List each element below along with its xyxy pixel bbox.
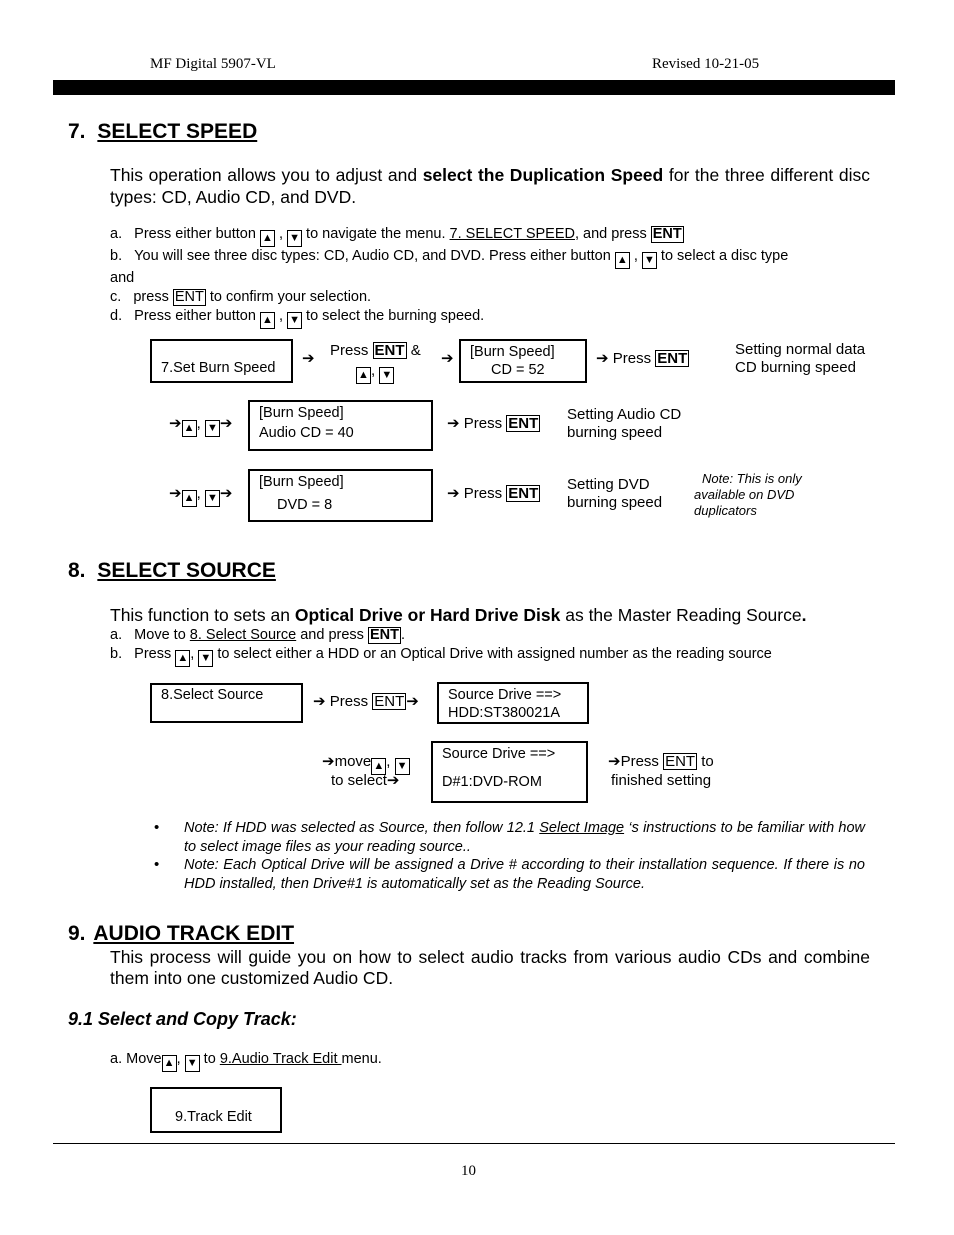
header-revision: Revised 10-21-05 xyxy=(652,56,760,72)
ent-key-icon: ENT xyxy=(508,485,539,502)
to-select-label: to select➔ xyxy=(331,772,400,789)
arrow-icon: ➔ xyxy=(447,485,460,502)
ent-key-icon: ENT xyxy=(374,693,405,710)
nav-keys-dvd: ➔ ▲ , ▼ ➔ xyxy=(169,485,233,507)
section-8-steps xyxy=(110,626,880,667)
press-ent-label: Press ENT & xyxy=(330,342,421,359)
down-key-icon: ▼ xyxy=(379,367,394,384)
nav-keys-audio: ➔ ▲ , ▼ ➔ xyxy=(169,415,233,437)
section-8-heading xyxy=(68,559,276,583)
up-key-icon: ▲ xyxy=(615,252,630,269)
step-b: b. Press ▲ , ▼ to select either a HDD or an Optical Drive with assigned number as the reading source xyxy=(110,645,880,667)
press-ent-source: ➔ Press ENT ➔ xyxy=(313,693,419,710)
up-key-icon: ▲ xyxy=(356,367,371,384)
down-key-icon: ▼ xyxy=(395,758,410,775)
up-key-icon: ▲ xyxy=(182,420,197,437)
note-dvd-only: Note: This is only available on DVD duplicators xyxy=(694,471,802,518)
note-drive: Note: Each Optical Drive will be assigned a Drive # according to their installation sequence. If there is no HDD installed, then Drive#1 is automatically set as the Reading Source. xyxy=(184,857,865,892)
press-ent-dvd: ➔ Press ENT xyxy=(447,485,539,502)
arrow-icon: ➔ xyxy=(447,415,460,432)
note-cd: Setting normal data CD burning speed xyxy=(735,341,866,376)
lcd-dvd-speed: [Burn Speed] DVD = 8 xyxy=(248,469,433,522)
arrow-icon: ➔ xyxy=(169,415,182,432)
ent-key-icon: ENT xyxy=(657,350,688,367)
header-doc-title: MF Digital 5907-VL xyxy=(150,56,276,72)
down-key-icon: ▼ xyxy=(198,650,213,667)
note-hdd: Note: If HDD was selected as Source, then follow 12.1 Select Image ‘s instructions to be familiar with how to select image files as your reading source.. xyxy=(184,820,865,855)
lcd-select-source: 8.Select Source xyxy=(150,683,303,723)
arrow-icon: ➔ xyxy=(313,693,326,710)
section-title: SELECT SOURCE xyxy=(97,559,276,582)
down-key-icon: ▼ xyxy=(642,252,657,269)
lcd-source-hdd: Source Drive ==> HDD:ST380021A xyxy=(437,682,589,724)
up-key-icon: ▲ xyxy=(371,758,386,775)
press-ent-finish: ➔Press ENT to xyxy=(608,753,714,770)
step-a: a. Move to 8. Select Source and press ENT . xyxy=(110,627,405,643)
note-audio: Setting Audio CD burning speed xyxy=(567,406,682,441)
lcd-source-dvd: Source Drive ==> D#1:DVD-ROM xyxy=(431,741,588,803)
section-9-heading xyxy=(68,922,294,946)
up-down-keys: ▲ , ▼ xyxy=(356,362,394,384)
press-ent-audio: ➔ Press ENT xyxy=(447,415,539,432)
section-title: AUDIO TRACK EDIT xyxy=(93,922,295,945)
arrow-icon: ➔ xyxy=(219,485,233,502)
arrow-icon: ➔ xyxy=(608,753,621,770)
note-dvd: Setting DVD burning speed xyxy=(567,476,663,511)
arrow-icon: ➔ xyxy=(219,415,233,432)
down-key-icon: ▼ xyxy=(287,312,302,329)
arrow-icon: ➔ xyxy=(169,485,182,502)
down-key-icon: ▼ xyxy=(205,420,220,437)
section-title: SELECT SPEED xyxy=(97,120,258,143)
up-key-icon: ▲ xyxy=(162,1055,177,1072)
up-key-icon: ▲ xyxy=(260,230,275,247)
step-b: b. You will see three disc types: CD, Audio CD, and DVD. Press either button ▲ , ▼ to select a disc type xyxy=(110,247,880,269)
section-number: 9. xyxy=(68,922,86,945)
move-keys: ➔move ▲ , ▼ xyxy=(322,753,410,775)
arrow-icon: ➔ xyxy=(302,350,315,367)
section-number: 7. xyxy=(68,120,86,143)
arrow-icon: ➔ xyxy=(386,772,400,789)
up-key-icon: ▲ xyxy=(182,490,197,507)
ent-key-icon: ENT xyxy=(374,342,405,359)
finished-label: finished setting xyxy=(611,772,712,789)
up-key-icon: ▲ xyxy=(260,312,275,329)
ent-key-icon: ENT xyxy=(665,753,696,770)
section-number: 8. xyxy=(68,559,86,582)
arrow-icon: ➔ xyxy=(406,693,419,710)
page-number: 10 xyxy=(461,1163,476,1179)
section-8-intro: This function to sets an Optical Drive or Hard Drive Disk as the Master Reading Source. xyxy=(110,605,807,625)
down-key-icon: ▼ xyxy=(185,1055,200,1072)
section-9-intro: This process will guide you on how to select audio tracks from various audio CDs and combine them into one customized Audio CD. xyxy=(110,947,870,988)
step-a: a. Press either button ▲ , ▼ to navigate the menu. 7. SELECT SPEED, and press ENT xyxy=(110,225,880,247)
lcd-cd-speed: [Burn Speed] CD = 52 xyxy=(459,339,587,383)
ent-key-icon: ENT xyxy=(508,415,539,432)
lcd-track-edit: 9.Track Edit xyxy=(150,1087,282,1133)
press-ent-cd: ➔ Press ENT xyxy=(596,350,688,367)
section-9-step-a: a. Move ▲ , ▼ to 9.Audio Track Edit menu. xyxy=(110,1050,382,1072)
down-key-icon: ▼ xyxy=(287,230,302,247)
footer-rule xyxy=(53,1143,895,1144)
step-d: d. Press either button ▲ , ▼ to select the burning speed. xyxy=(110,307,880,329)
lcd-set-burn-speed: 7.Set Burn Speed xyxy=(150,339,293,383)
ent-key-icon: ENT xyxy=(174,289,204,305)
section-7-steps xyxy=(110,225,880,329)
arrow-icon: ➔ xyxy=(596,350,609,367)
lcd-audio-speed: [Burn Speed] Audio CD = 40 xyxy=(248,400,433,451)
subsection-heading: 9.1 Select and Copy Track: xyxy=(68,1009,297,1029)
up-key-icon: ▲ xyxy=(175,650,190,667)
ent-key-icon: ENT xyxy=(369,627,399,643)
step-c: c. press ENT to confirm your selection. xyxy=(110,289,372,305)
section-7-heading xyxy=(68,120,257,144)
arrow-icon: ➔ xyxy=(322,753,335,770)
arrow-icon: ➔ xyxy=(441,350,454,367)
bullet-icon: • xyxy=(154,856,160,873)
section-7-intro: This operation allows you to adjust and select the Duplication Speed for the three different disc types: CD, Audio CD, and DVD. xyxy=(110,165,871,207)
header-bar xyxy=(53,80,895,95)
down-key-icon: ▼ xyxy=(205,490,220,507)
step-b-cont: and xyxy=(110,270,135,286)
ent-key-icon: ENT xyxy=(652,226,682,242)
bullet-icon: • xyxy=(154,819,160,836)
